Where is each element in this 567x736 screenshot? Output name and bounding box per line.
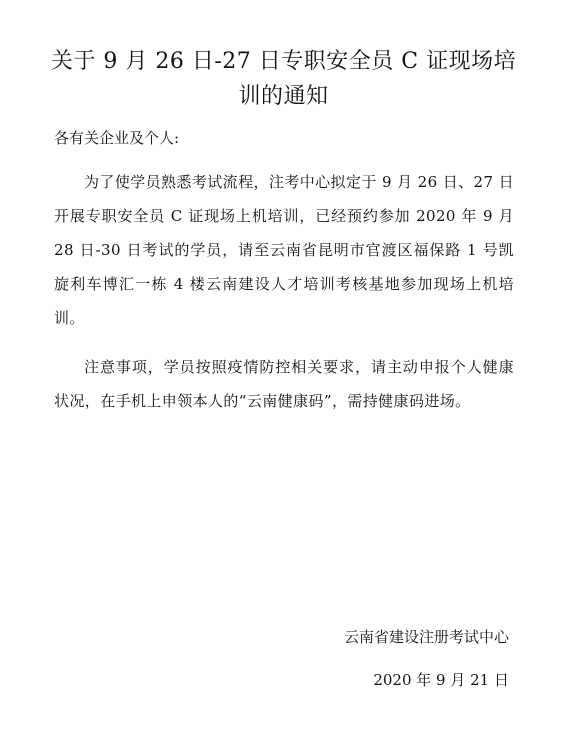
body-paragraph-1: 为了使学员熟悉考试流程，注考中心拟定于 9 月 26 日、27 日开展专职安全员 C 证现场上机培训，已经预约参加 2020 年 9 月 28 日-30 日考试的学员，请至云南省昆明市官渡区福保路 1 号凯旋利车博汇一栋 4 楼云南建设人才培训考核基地参加现场上机培训。	[54, 173, 514, 327]
body-paragraph-2: 注意事项，学员按照疫情防控相关要求，请主动申报个人健康状况，在手机上申领本人的“云南健康码”，需持健康码进场。	[54, 358, 514, 410]
salutation: 各有关企业及个人:	[54, 129, 180, 147]
signature-organization: 云南省建设注册考试中心	[343, 628, 509, 646]
signature-date: 2020 年 9 月 21 日	[373, 671, 509, 689]
notice-title: 关于 9 月 26 日-27 日专职安全员 C 证现场培训的通知	[50, 49, 517, 109]
